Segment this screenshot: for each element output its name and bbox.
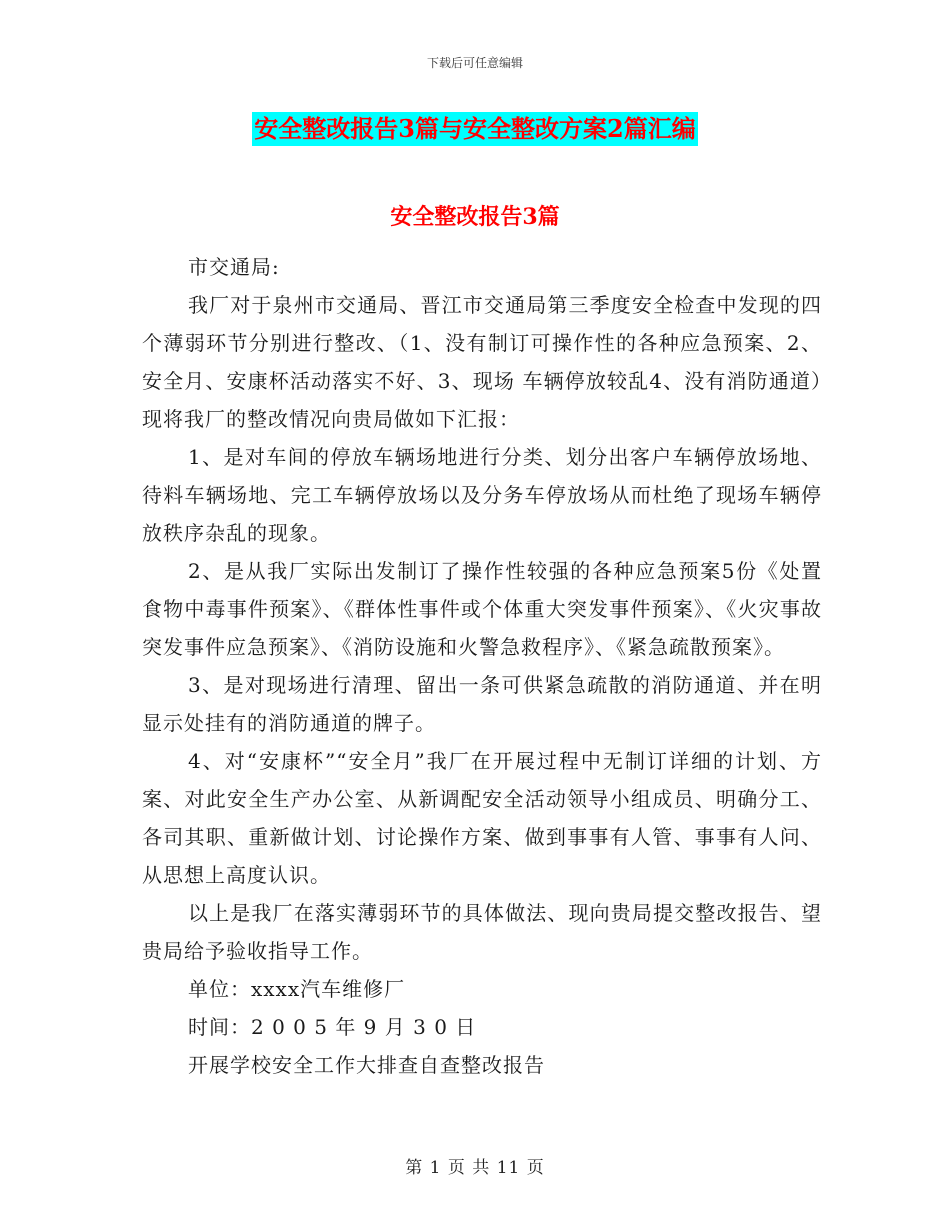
paragraph: 3、是对现场进行清理、留出一条可供紧急疏散的消防通道、并在明显示处挂有的消防通道的牌子。 [142,673,822,735]
paragraph: 2、是从我厂实际出发制订了操作性较强的各种应急预案5份《处置食物中毒事件预案》、《群体性事件或个体重大突发事件预案》、《火灾事故突发事件应急预案》、《消防设施和火警急救程序》、《紧急疏散预案》。 [142,559,822,659]
paragraph: 4、对“安康杯”“安全月”我厂在开展过程中无制订详细的计划、方案、对此安全生产办公室、从新调配安全活动领导小组成员、明确分工、各司其职、重新做计划、讨论操作方案、做到事事有人管、事事有人问、从思想上高度认识。 [142,749,822,887]
page-number: 第 1 页 共 11 页 [405,1158,545,1178]
paragraph: 以上是我厂在落实薄弱环节的具体做法、现向贵局提交整改报告、望贵局给予验收指导工作。 [142,901,822,963]
paragraph: 1、是对车间的停放车辆场地进行分类、划分出客户车辆停放场地、待料车辆场地、完工车辆停放场以及分务车停放场从而杜绝了现场车辆停放秩序杂乱的现象。 [142,445,822,545]
date-line: 时间：2 0 0 5 年 9 月 3 0 日 [188,1015,477,1039]
document-body [142,248,822,1084]
section-title: 安全整改报告3篇 [390,204,560,230]
next-heading: 开展学校安全工作大排查自查整改报告 [188,1053,545,1077]
header-note: 下载后可任意编辑 [426,56,523,70]
document-title-text: 安全整改报告3篇与安全整改方案2篇汇编 [252,112,697,146]
salutation: 市交通局: [188,255,280,279]
document-title [0,112,950,146]
unit-line: 单位：xxxx汽车维修厂 [188,977,406,1001]
paragraph: 我厂对于泉州市交通局、晋江市交通局第三季度安全检查中发现的四个薄弱环节分别进行整改、（1、没有制订可操作性的各种应急预案、2、安全月、安康杯活动落实不好、3、现场 车辆停放较乱4、没有消防通道）现将我厂的整改情况向贵局做如下汇报： [142,293,822,431]
